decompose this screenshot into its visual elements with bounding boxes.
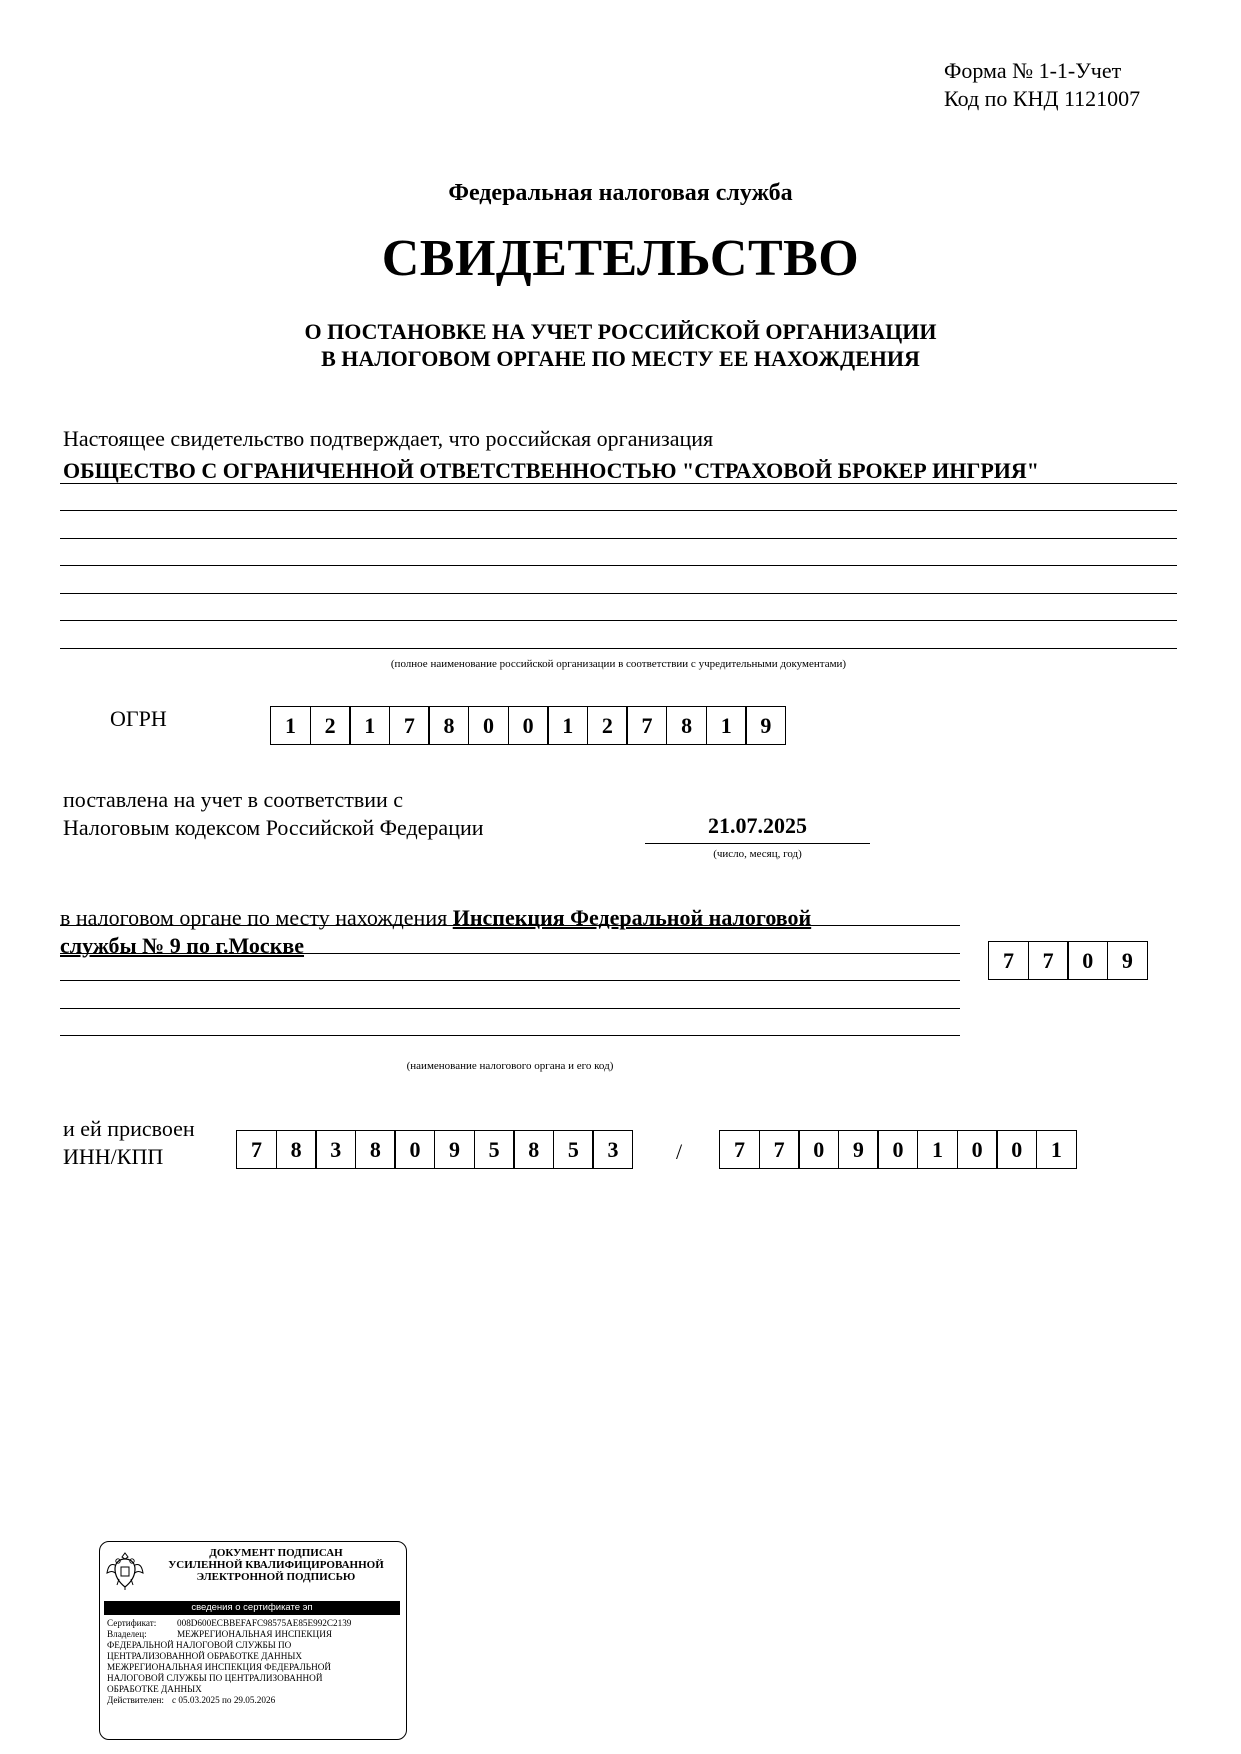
stamp-owner-line1: МЕЖРЕГИОНАЛЬНАЯ ИНСПЕКЦИЯ bbox=[177, 1629, 332, 1639]
registration-text-line2: Налоговым кодексом Российской Федерации bbox=[63, 815, 484, 840]
tax-authority-line1 bbox=[60, 904, 811, 932]
registration-date: 21.07.2025 bbox=[708, 813, 807, 838]
ogrn-digit: 0 bbox=[468, 706, 509, 745]
stamp-cert-info-bar: сведения о сертификате эп bbox=[104, 1601, 400, 1615]
ogrn-label: ОГРН bbox=[110, 706, 167, 731]
org-name-line bbox=[60, 648, 1177, 649]
stamp-certificate-row bbox=[107, 1618, 403, 1629]
document-subtitle-line2: В НАЛОГОВОМ ОРГАНЕ ПО МЕСТУ ЕЕ НАХОЖДЕНИЯ bbox=[321, 346, 920, 371]
tax-authority-caption: (наименование налогового органа и его код) bbox=[406, 1060, 614, 1072]
inn-kpp-label-line2: ИНН/КПП bbox=[63, 1144, 164, 1169]
org-name-line bbox=[60, 538, 1177, 539]
inn-digit: 5 bbox=[474, 1130, 515, 1169]
tax-authority-name-line1: Инспекция Федеральной налоговой bbox=[452, 905, 812, 930]
stamp-title-line3: ЭЛЕКТРОННОЙ ПОДПИСЬЮ bbox=[196, 1571, 356, 1583]
stamp-owner-row bbox=[107, 1629, 403, 1640]
knd-code: Код по КНД 1121007 bbox=[944, 86, 1141, 111]
kpp-digit: 7 bbox=[759, 1130, 800, 1169]
tax-authority-name-line2: службы № 9 по г.Москве bbox=[60, 933, 305, 958]
ogrn-digit: 7 bbox=[626, 706, 667, 745]
inn-digit: 5 bbox=[553, 1130, 594, 1169]
kpp-digit: 0 bbox=[798, 1130, 839, 1169]
stamp-validity-label: Действителен: bbox=[107, 1695, 164, 1705]
organization-name: ОБЩЕСТВО С ОГРАНИЧЕННОЙ ОТВЕТСТВЕННОСТЬЮ "СТРАХОВОЙ БРОКЕР ИНГРИЯ" bbox=[63, 458, 1040, 483]
stamp-details bbox=[107, 1618, 403, 1706]
form-number: Форма № 1-1-Учет bbox=[944, 58, 1122, 83]
date-caption: (число, месяц, год) bbox=[713, 848, 802, 860]
ogrn-digit: 8 bbox=[666, 706, 707, 745]
kpp-digit: 7 bbox=[719, 1130, 760, 1169]
document-title: СВИДЕТЕЛЬСТВО bbox=[381, 230, 860, 287]
ogrn-digit: 1 bbox=[706, 706, 747, 745]
stamp-owner-label: Владелец: bbox=[107, 1629, 147, 1639]
inn-digit: 7 bbox=[236, 1130, 277, 1169]
ogrn-digit: 2 bbox=[310, 706, 351, 745]
stamp-owner-line4: МЕЖРЕГИОНАЛЬНАЯ ИНСПЕКЦИЯ ФЕДЕРАЛЬНОЙ bbox=[107, 1662, 331, 1672]
org-name-line bbox=[60, 510, 1177, 511]
kpp-digit: 9 bbox=[838, 1130, 879, 1169]
tax-authority-line bbox=[60, 953, 960, 954]
tax-authority-prefix: в налоговом органе по месту нахождения bbox=[60, 905, 448, 930]
ogrn-digit: 0 bbox=[508, 706, 549, 745]
ogrn-digit-cells bbox=[270, 706, 786, 745]
inn-digit: 8 bbox=[513, 1130, 554, 1169]
tax-code-digit: 0 bbox=[1067, 941, 1108, 980]
ogrn-digit: 1 bbox=[349, 706, 390, 745]
tax-authority-line bbox=[60, 1008, 960, 1009]
inn-digit: 0 bbox=[394, 1130, 435, 1169]
stamp-owner-line3: ЦЕНТРАЛИЗОВАННОЙ ОБРАБОТКЕ ДАННЫХ bbox=[107, 1651, 302, 1661]
inn-digit-cells bbox=[236, 1130, 633, 1169]
ogrn-digit: 7 bbox=[389, 706, 430, 745]
organization-intro: Настоящее свидетельство подтверждает, что российская организация bbox=[63, 426, 714, 451]
tax-code-digit: 7 bbox=[988, 941, 1029, 980]
coat-of-arms-icon bbox=[105, 1547, 145, 1591]
ogrn-digit: 2 bbox=[587, 706, 628, 745]
tax-authority-line bbox=[60, 925, 960, 926]
stamp-title-line1: ДОКУМЕНТ ПОДПИСАН bbox=[209, 1547, 343, 1559]
org-name-underline bbox=[60, 483, 1177, 484]
kpp-digit: 1 bbox=[1036, 1130, 1077, 1169]
tax-authority-code-cells bbox=[988, 941, 1148, 980]
stamp-title-line2: УСИЛЕННОЙ КВАЛИФИЦИРОВАННОЙ bbox=[168, 1559, 384, 1571]
stamp-owner-line5: НАЛОГОВОЙ СЛУЖБЫ ПО ЦЕНТРАЛИЗОВАННОЙ bbox=[107, 1673, 323, 1683]
org-name-line bbox=[60, 565, 1177, 566]
inn-kpp-separator: / bbox=[676, 1139, 683, 1164]
stamp-owner-line6: ОБРАБОТКЕ ДАННЫХ bbox=[107, 1684, 202, 1694]
stamp-validity-value: с 05.03.2025 по 29.05.2026 bbox=[172, 1695, 276, 1705]
inn-digit: 8 bbox=[276, 1130, 317, 1169]
ogrn-digit: 1 bbox=[547, 706, 588, 745]
document-subtitle-line1: О ПОСТАНОВКЕ НА УЧЕТ РОССИЙСКОЙ ОРГАНИЗАЦИИ bbox=[304, 319, 937, 344]
inn-digit: 9 bbox=[434, 1130, 475, 1169]
kpp-digit: 0 bbox=[996, 1130, 1037, 1169]
tax-authority-line bbox=[60, 980, 960, 981]
stamp-certificate-label: Сертификат: bbox=[107, 1618, 157, 1628]
tax-authority-line bbox=[60, 1035, 960, 1036]
kpp-digit-cells bbox=[719, 1130, 1077, 1169]
inn-digit: 3 bbox=[315, 1130, 356, 1169]
date-underline bbox=[645, 843, 870, 844]
organization-caption: (полное наименование российской организации в соответствии с учредительными документами) bbox=[390, 658, 847, 670]
tax-code-digit: 9 bbox=[1107, 941, 1148, 980]
kpp-digit: 1 bbox=[917, 1130, 958, 1169]
ogrn-digit: 9 bbox=[745, 706, 786, 745]
ogrn-digit: 1 bbox=[270, 706, 311, 745]
org-name-line bbox=[60, 593, 1177, 594]
registration-text-line1: поставлена на учет в соответствии с bbox=[63, 787, 404, 812]
ogrn-digit: 8 bbox=[428, 706, 469, 745]
tax-code-digit: 7 bbox=[1028, 941, 1069, 980]
stamp-owner-line2: ФЕДЕРАЛЬНОЙ НАЛОГОВОЙ СЛУЖБЫ ПО bbox=[107, 1640, 292, 1650]
inn-digit: 3 bbox=[592, 1130, 633, 1169]
agency-name: Федеральная налоговая служба bbox=[448, 180, 793, 206]
org-name-line bbox=[60, 620, 1177, 621]
stamp-title bbox=[150, 1547, 402, 1583]
inn-kpp-label-line1: и ей присвоен bbox=[63, 1116, 195, 1141]
stamp-validity-row bbox=[107, 1695, 403, 1706]
electronic-signature-stamp bbox=[99, 1541, 407, 1740]
kpp-digit: 0 bbox=[957, 1130, 998, 1169]
stamp-certificate-value: 008D600ECBBEFAFC98575AE85E992C2139 bbox=[177, 1618, 352, 1628]
kpp-digit: 0 bbox=[877, 1130, 918, 1169]
inn-digit: 8 bbox=[355, 1130, 396, 1169]
